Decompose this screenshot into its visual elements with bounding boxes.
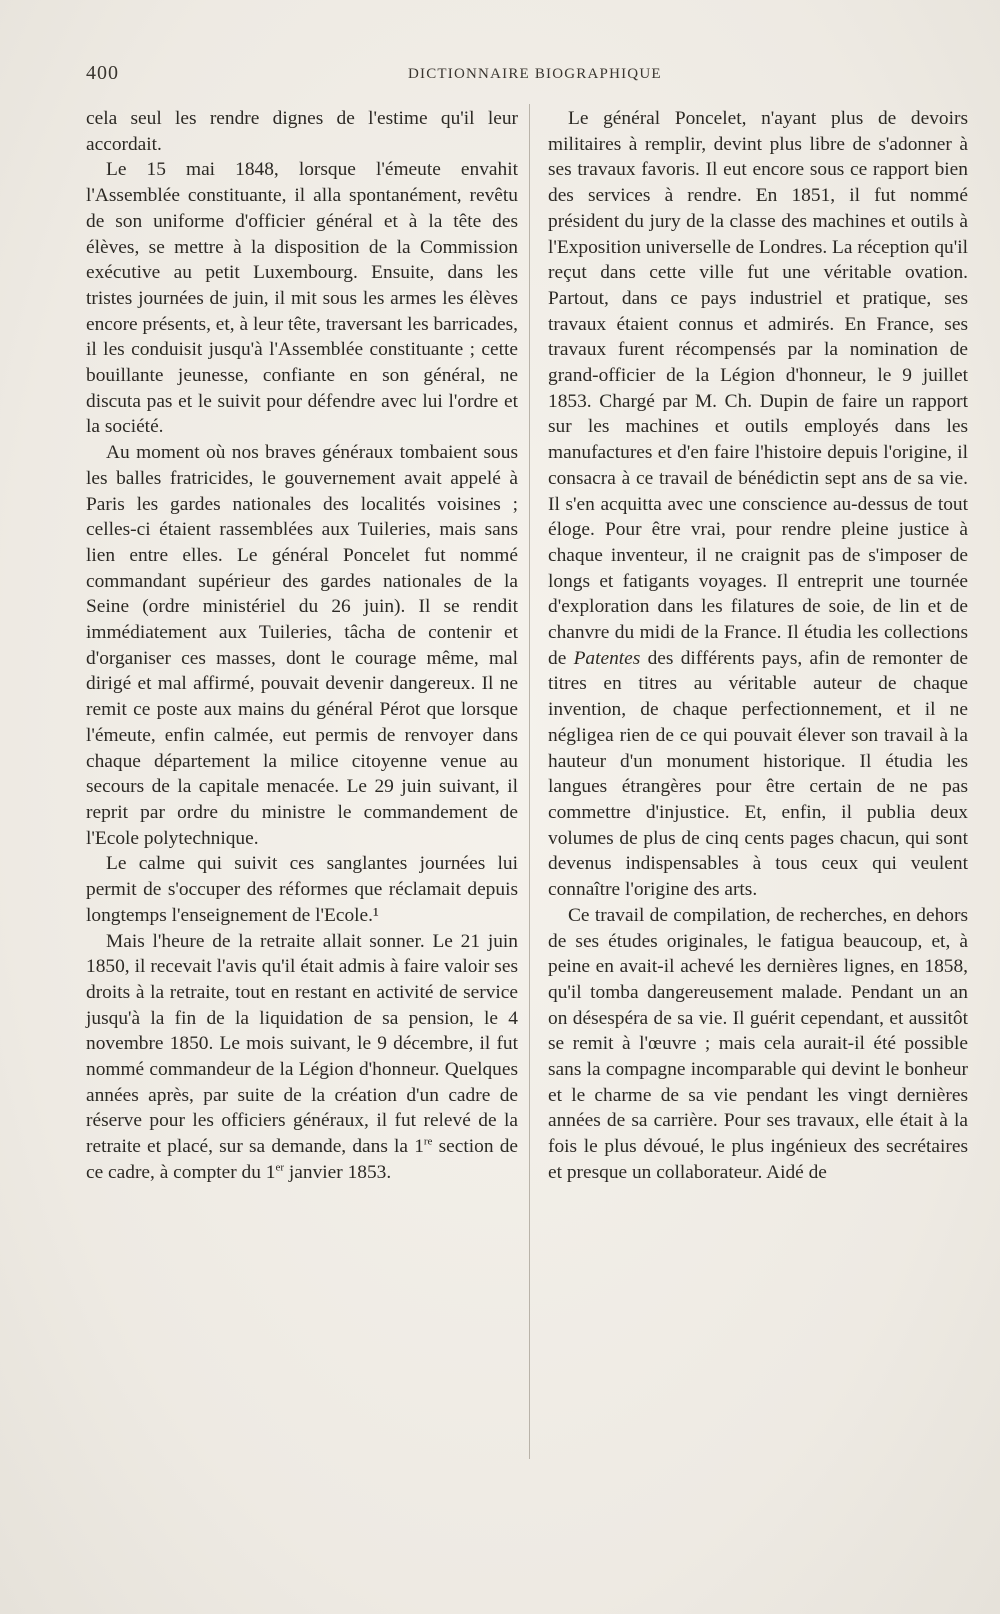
right-column [548,106,968,1186]
paragraph: Le 15 mai 1848, lorsque l'émeute envahit l'Assemblée constituante, il alla spontanément, revêtu de son uniforme d'officier général et à la tête des élèves, se mettre à la disposition de la Commission exécutive au petit Luxembourg. Ensuite, dans les tristes journées de juin, il mit sous les armes les élèves encore présents, et, à leur tête, traversant les barricades, il les conduisit jusqu'à l'Assemblée constituante ; cette bouillante jeunesse, confiante en son général, ne discuta pas et le suivit pour défendre avec lui l'ordre et la société. [86,159,518,438]
text-run: Mais l'heure de la retraite allait sonner. Le 21 juin 1850, il recevait l'avis qu'il était admis à faire valoir ses droits à la retraite, tout en restant en activité de service jusqu'à la fin de la liquidation de sa pension, le 4 novembre 1850. Le mois suivant, le 9 décembre, il fut nommé commandeur de la Légion d'honneur. Quelques années après, par suite de la création d'un cadre de réserve pour les officiers généraux, il fut relevé de la retraite et placé, sur sa demande, dans la 1 [86,930,518,1158]
text-run: des différents pays, afin de remonter de titres en titres au véritable auteur de chaque invention, de chaque perfectionnement, et il ne négligea rien de ce qui pouvait élever son travail à la hauteur d'un monument historique. Il étudia les langues étrangères pour être certain de ne pas commettre d'injustice. Et, enfin, il publia deux volumes de plus de cinq cents pages chacun, qui sont devenus indispensables à tous ceux qui veulent connaître l'origine des arts. [548,647,969,901]
paragraph: Le calme qui suivit ces sanglantes journées lui permit de s'occuper des réformes que réclamait depuis longtemps l'enseignement de l'Ecole.¹ [86,853,518,926]
superscript: re [423,1135,433,1148]
paragraph [548,106,968,903]
running-head [0,62,1000,88]
running-title: DICTIONNAIRE BIOGRAPHIQUE [408,66,662,82]
paragraph: Au moment où nos braves généraux tombaient sous les balles fratricides, le gouvernement avait appelé à Paris les gardes nationales des localités voisines ; celles-ci étaient rassemblées aux Tuileries, mais sans lien entre elles. Le général Poncelet fut nommé commandant supérieur des gardes nationales de la Seine (ordre ministériel du 26 juin). Il se rendit immédiatement aux Tuileries, tâcha de contenir et d'organiser ces masses, dont le courage même, mal dirigé et mal affirmé, pouvait devenir dangereux. Il ne remit ce poste aux mains du général Pérot que lorsque l'émeute, enfin calmée, eut permis de renvoyer dans chaque département la milice citoyenne venue au secours de la capitale menacée. Le 29 juin suivant, il reprit par ordre du ministre le commandement de l'Ecole polytechnique. [86,442,518,849]
left-column [86,106,518,1186]
superscript: er [275,1161,285,1174]
text-run: janvier 1853. [284,1161,392,1183]
text-run: Le général Poncelet, n'ayant plus de devoirs militaires à remplir, devint plus libre de s'adonner à ses travaux favoris. Il eut encore sous ce rapport bien des services à rendre. En 1851, il fut nommé président du jury de la classe des machines et outils à l'Exposition universelle de Londres. La réception qu'il reçut dans cette ville fut une véritable ovation. Partout, dans ce pays industriel et pratique, ses travaux étaient connus et admirés. En France, ses travaux furent récompensés par la nomination de grand-officier de la Légion d'honneur, le 9 juillet 1853. Chargé par M. Ch. Dupin de faire un rapport sur les machines et outils employés dans les manufactures et d'en faire l'histoire depuis l'origine, il consacra à ce travail de bénédictin sept ans de sa vie. Il s'en acquitta avec une conscience au-dessus de tout éloge. Pour être vrai, pour rendre pleine justice à chaque inventeur, il ne craignit pas de s'imposer de longs et fatigants voyages. Il entreprit une tournée d'exploration dans les filatures de soie, de lin et de chanvre du midi de la France. Il étudia les collections de [548,108,969,669]
italic-term: Patentes [573,647,641,669]
column-divider [529,104,530,1459]
paragraph [86,929,518,1186]
text-run: section de ce cadre, à compter du 1 [86,1136,518,1183]
paragraph: Ce travail de compilation, de recherches, en dehors de ses études originales, le fatigua beaucoup, et, à peine en avait-il achevé les dernières lignes, en 1858, qu'il tomba dangereusement malade. Pendant un an on désespéra de sa vie. Il guérit cependant, et aussitôt se remit à l'œuvre ; mais cela aurait-il été possible sans la compagne incomparable qui devint le bonheur et le charme de sa vie pendant les vingt dernières années de sa carrière. Pour ses travaux, elle était à la fois le plus dévoué, le plus ingénieux des secrétaires et presque un collaborateur. Aidé de [548,904,968,1183]
paragraph: cela seul les rendre dignes de l'estime qu'il leur accordait. [86,108,518,155]
page-number: 400 [86,62,119,84]
